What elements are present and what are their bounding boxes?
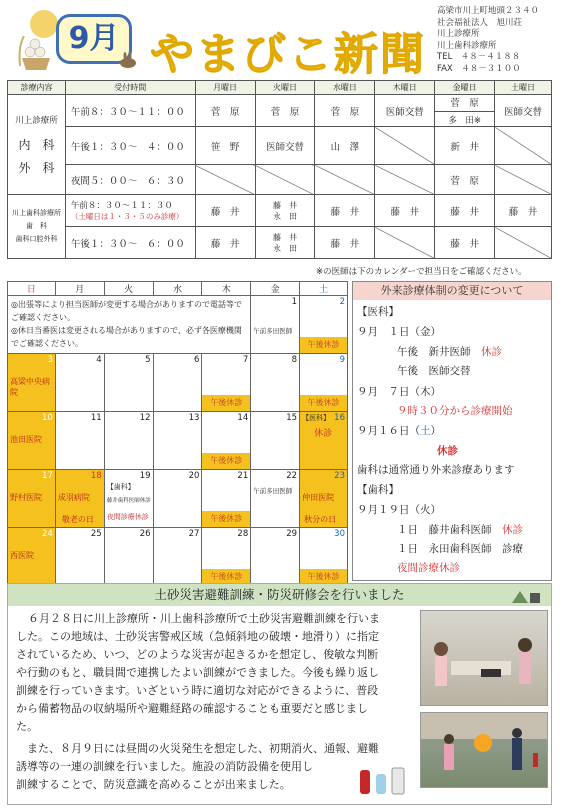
phone-number: TEL ４８－４１８８ [437,52,521,62]
day-header: 水 [153,282,202,296]
calendar-day: 24 西医院 [8,528,56,586]
calendar-day: 8 [251,354,300,412]
doctor-cell: 藤 井 [315,227,375,259]
doctor-cell: 医師交替 [375,95,435,127]
calendar-day: 17 野村医院 [8,470,56,528]
panel-line: ９月 １日（金） [357,326,441,338]
article-line: 訓練することで、防災意識を高めることが出来ました。 [16,778,291,791]
fax-number: FAX ４８－３１００ [437,63,521,74]
col-header: 月曜日 [195,81,255,95]
day-header: 日 [8,282,56,296]
closed-cell [195,165,255,195]
closed-cell [255,165,315,195]
article-section [7,583,552,805]
closed-cell [375,165,435,195]
calendar-day: 16 【医科】 休診 [300,412,348,470]
calendar-day: 5 [104,354,153,412]
address-line: 川上歯科診療所 [437,40,497,51]
calendar-day: 4 [55,354,104,412]
panel-line: ９月１９日（火） [357,504,441,516]
col-header: 金曜日 [435,81,495,95]
panel-line: １日 藤井歯科医師 休診 [397,524,523,536]
doctor-cell: 菅 原 [435,165,495,195]
closed-cell [495,127,552,165]
calendar-notice: ◎出張等により担当医師が変更する場合がありますので電話等でご確認ください。 ◎休日当番医は変更される場合がありますので、必ず各医療機関でご確認ください。 [8,296,251,354]
panel-title: 外来診療体制の変更について [353,282,551,300]
schedule-note: ※の医師は下のカレンダーで担当日をご確認ください。 [316,267,527,277]
calendar-day: 6 [153,354,202,412]
day-header: 金 [251,282,300,296]
calendar-day: 7 午後休診 [202,354,251,412]
panel-line: ９月１６日（土） [357,425,441,437]
col-header: 土曜日 [495,81,552,95]
calendar-day: 18 成羽病院 敬老の日 [55,470,104,528]
fire-drill-photo [420,712,548,788]
calendar-day: 9 午後休診 [300,354,348,412]
calendar-day: 25 [55,528,104,586]
article-line: されているため、いつ、どのような災害が起きるかを想定し、俊敏な判断 [16,648,379,661]
calendar-day: 3 高梁中央病院 [8,354,56,412]
time-slot: 午前８：３０～１１：３０ （土曜日は１・３・５のみ診療） [65,195,195,227]
calendar-day: 1 午前多田医師 [251,296,300,354]
schedule-table [7,80,552,259]
panel-line: 午後 医師交替 [397,365,471,377]
panel-line: 夜間診療休診 [397,562,460,574]
day-header: 木 [202,282,251,296]
day-header: 月 [55,282,104,296]
col-header: 火曜日 [255,81,315,95]
doctor-cell: 笹 野 [195,127,255,165]
moon-illustration [30,10,58,38]
doctor-cell: 藤 井 [375,195,435,227]
doctor-cell: 藤 井 [195,227,255,259]
panel-line: ９時３０分から診療開始 [397,405,513,417]
calendar-day: 11 [55,412,104,470]
calendar-day: 22 午前多田医師 [251,470,300,528]
panel-line: ９月 ７日（木） [357,386,441,398]
col-header: 受付時間 [65,81,195,95]
disaster-icon [510,587,542,605]
col-header: 診療内容 [8,81,66,95]
calendar-day: 20 [153,470,202,528]
article-line: 訓練を行っていきます。いざという時に適切な対応ができるように、普段 [16,684,379,697]
closed-cell [315,165,375,195]
doctor-cell: 菅 原 多 田※ [435,95,495,127]
calendar-day: 30 午後休診 [300,528,348,586]
day-header: 火 [104,282,153,296]
month-badge: 9月 [56,14,132,64]
calendar [7,281,348,586]
article-line: や行動のもと、職員間で連携したよい訓練ができました。今後も繰り返し [16,666,379,679]
time-slot: 午前８：３０～１１：００ [65,95,195,127]
doctor-cell: 医師交替 [495,95,552,127]
address-line: 川上診療所 [437,29,480,39]
panel-line: 【歯科】 [357,484,399,496]
calendar-day: 27 [153,528,202,586]
doctor-cell: 新 井 [435,127,495,165]
doctor-cell: 菅 原 [315,95,375,127]
schedule-change-panel [352,281,552,581]
panel-line: 歯科は通常通り外来診療あります [357,464,515,476]
time-slot: 午後１：３０～ ６：００ [65,227,195,259]
article-line: ６月２８日に川上診療所・川上歯科診療所で土砂災害避難訓練を行いま [28,612,380,625]
closed-cell [375,227,435,259]
panel-line: 午後 新井医師 休診 [397,346,502,358]
calendar-day: 28 午後休診 [202,528,251,586]
address-block [437,6,539,75]
panel-line: 休診 [437,445,458,457]
rabbit-illustration [118,52,138,68]
dango-illustration [18,36,54,70]
doctor-cell: 菅 原 [255,95,315,127]
calendar-day: 23 仲田医院 秋分の日 [300,470,348,528]
calendar-day: 21 午後休診 [202,470,251,528]
calendar-day: 12 [104,412,153,470]
fire-extinguisher-illustration [354,760,414,798]
calendar-day: 29 [251,528,300,586]
closed-cell [375,127,435,165]
panel-line: １日 永田歯科医師 診療 [397,543,523,555]
doctor-cell: 藤 井 [315,195,375,227]
panel-line: 【医科】 [357,306,399,318]
doctor-cell: 藤 井 [435,227,495,259]
doctor-cell: 藤 井 永 田 [255,195,315,227]
day-header: 土 [300,282,348,296]
doctor-cell: 藤 井 [195,195,255,227]
article-line: た。 [16,720,38,733]
newsletter-title: やまびこ新聞 [150,29,426,80]
address-line: 社会福祉法人 旭川荘 [437,17,523,28]
article-line: また、８月９日には昼間の火災発生を想定した、初期消火、通報、避難 [16,742,379,755]
training-photo [420,610,548,706]
calendar-day: 10 池田医院 [8,412,56,470]
clinic-label: 川上診療所 内 科 外 科 [8,95,66,195]
time-slot: 午後１：３０～ ４：００ [65,127,195,165]
time-slot: 夜間５：００～ ６：３０ [65,165,195,195]
article-line: した。この地域は、土砂災害警戒区域（急傾斜地の破壊・地滑り）に指定 [16,630,379,643]
doctor-cell: 医師交替 [255,127,315,165]
col-header: 水曜日 [315,81,375,95]
article-line: から備蓄物品の収納場所や避難経路の確認することも重要だと感じまし [16,702,368,715]
doctor-cell: 藤 井 [435,195,495,227]
header [0,0,572,80]
calendar-day: 2 午後休診 [300,296,348,354]
doctor-cell: 藤 井 永 田 [255,227,315,259]
closed-cell [495,165,552,195]
calendar-day: 14 午後休診 [202,412,251,470]
col-header: 木曜日 [375,81,435,95]
article-title: 土砂災害避難訓練・防災研修会を行いました [8,584,551,606]
article-line: 誘導等の一連の訓練を行いました。施設の消防設備を使用し [16,760,313,773]
calendar-day: 13 [153,412,202,470]
doctor-cell: 藤 井 [495,195,552,227]
doctor-cell: 菅 原 [195,95,255,127]
calendar-day: 26 [104,528,153,586]
doctor-cell: 山 澤 [315,127,375,165]
address-line: 高梁市川上町地頭２３４０ [437,6,540,16]
calendar-day: 19 【歯科】 藤井歯科医師休診 夜間診療休診 [104,470,153,528]
closed-cell [495,227,552,259]
dental-label: 川上歯科診療所 歯 科 歯科口腔外科 [8,195,66,259]
calendar-day: 15 [251,412,300,470]
